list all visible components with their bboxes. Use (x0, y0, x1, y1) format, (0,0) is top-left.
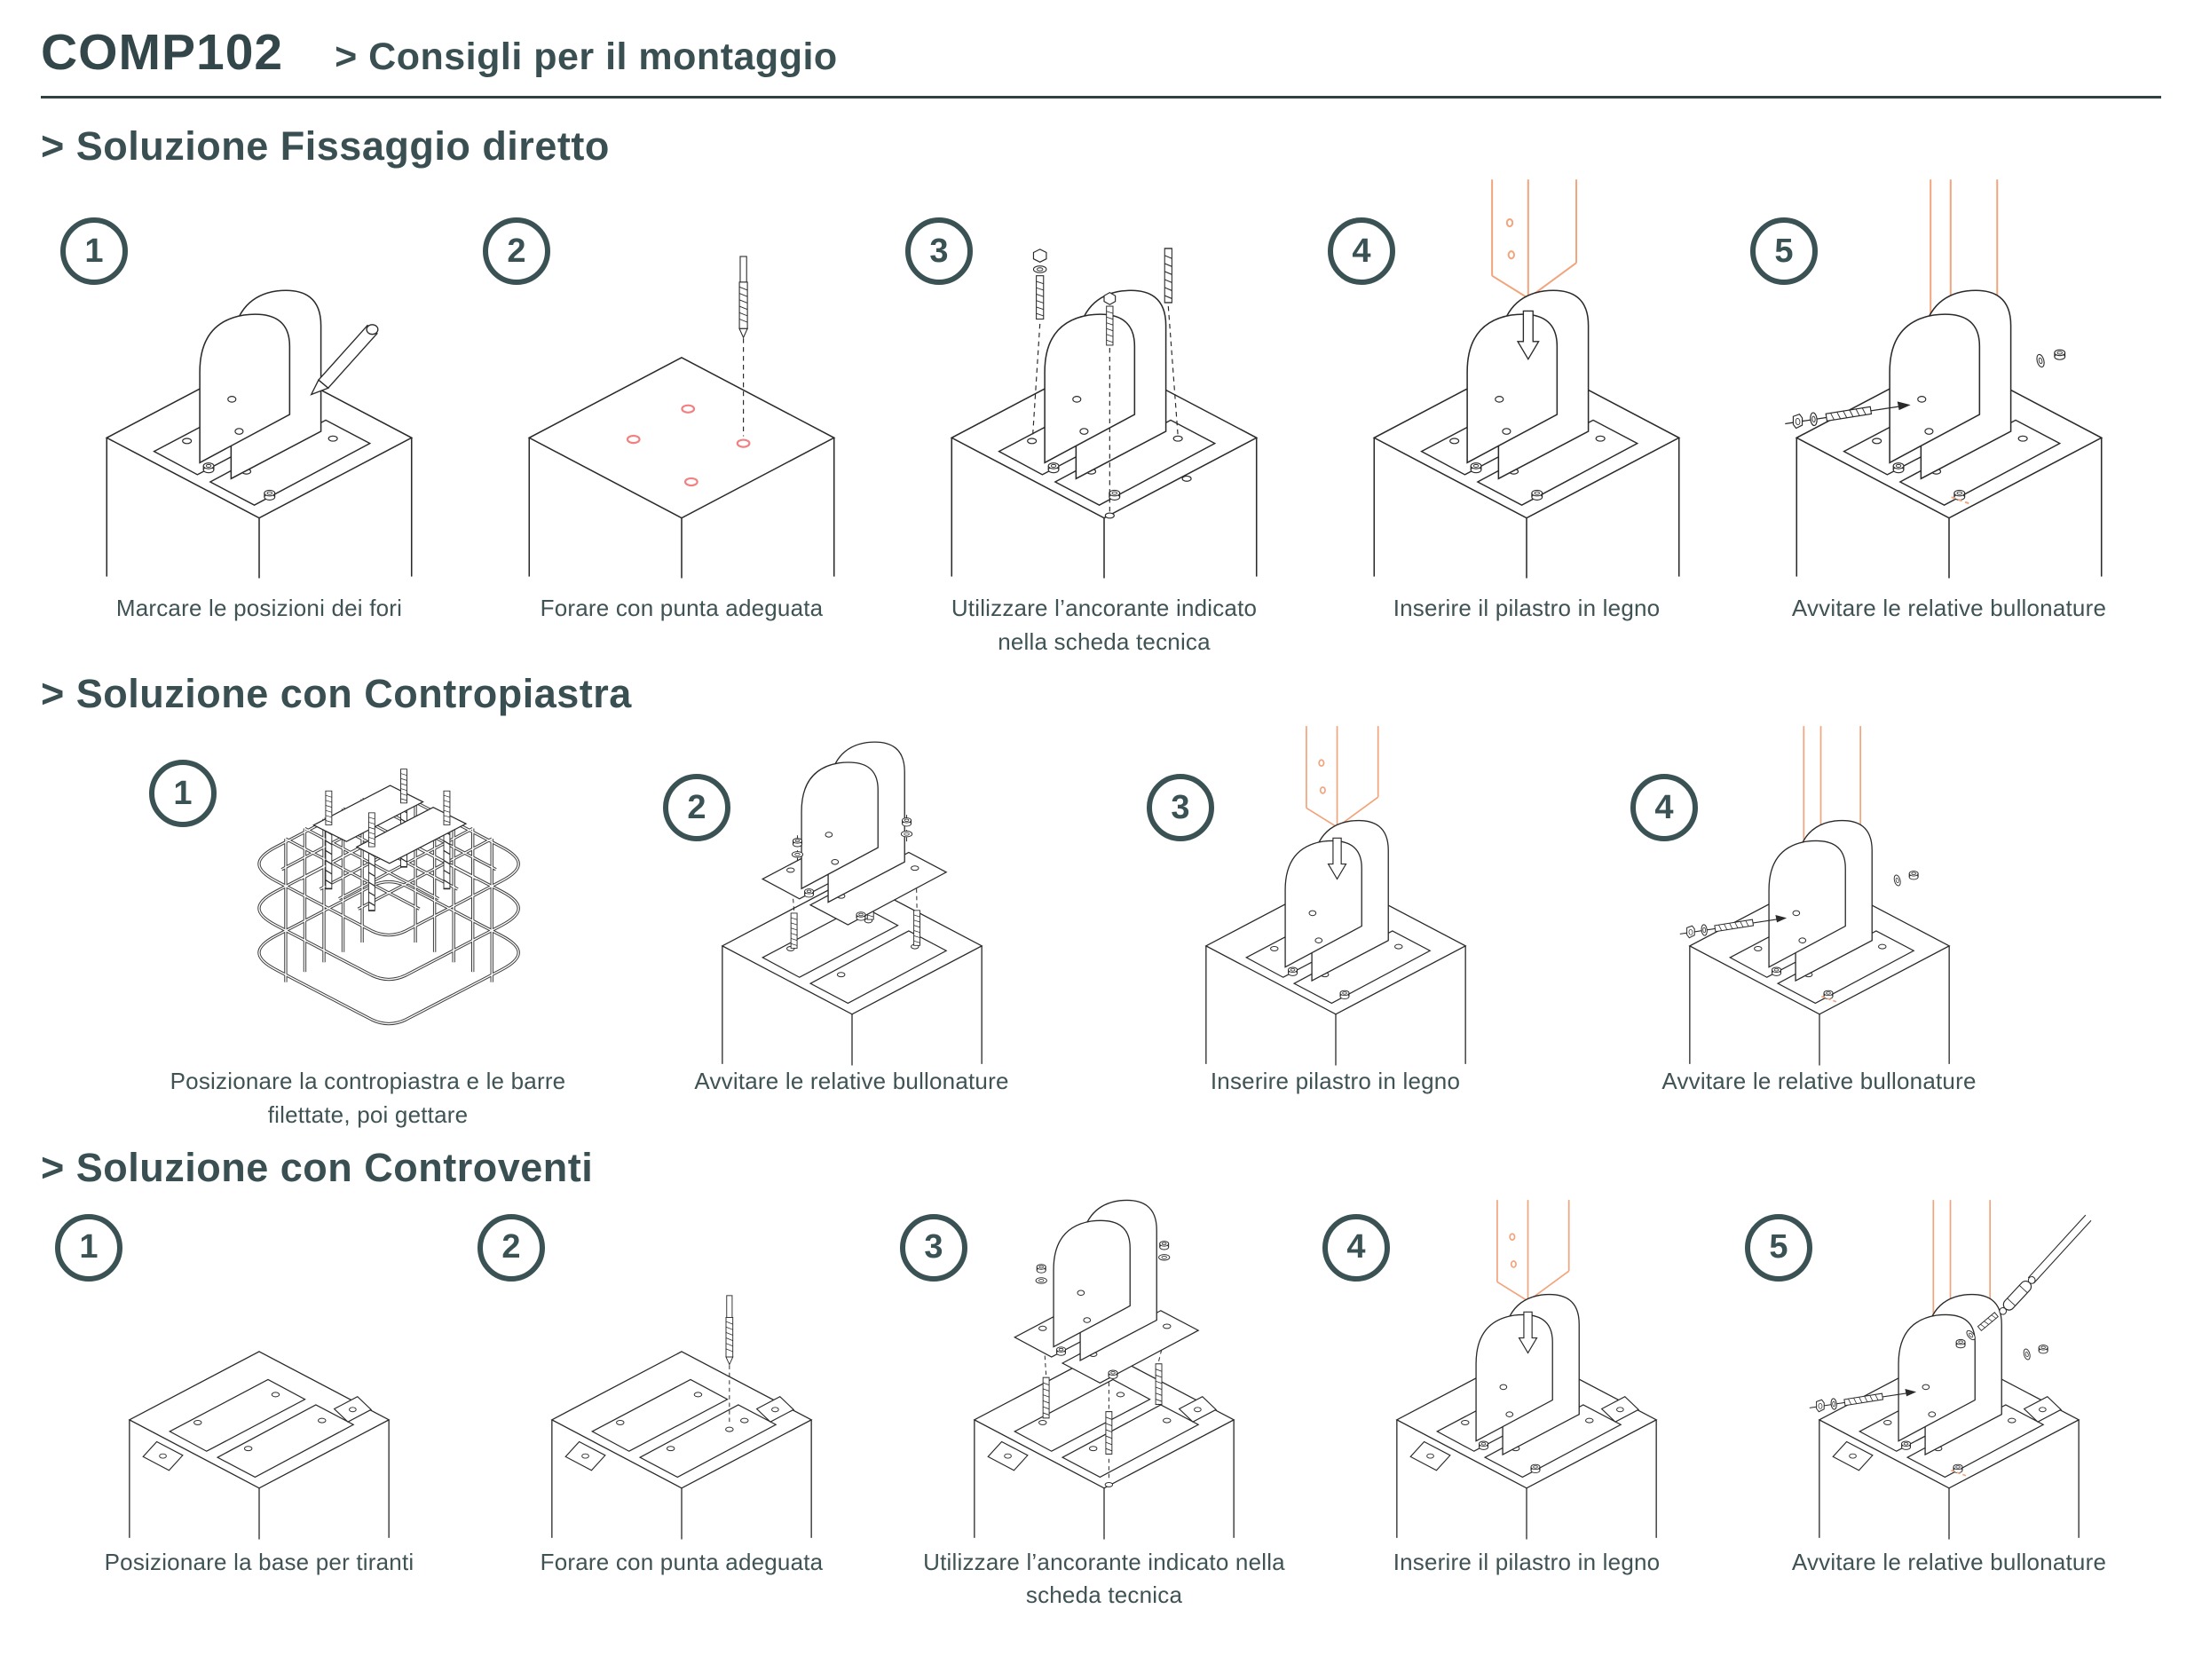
step-caption: Forare con punta adeguata (540, 595, 824, 621)
page-title: > Consigli per il montaggio (335, 35, 838, 78)
step-number-badge: 1 (60, 217, 128, 285)
step-1-1 (48, 173, 470, 626)
step-caption: Avvitare le relative bullonature (1791, 1548, 2107, 1575)
page-header (41, 23, 2161, 82)
step-2-2 (610, 721, 1093, 1099)
step-number-badge: 3 (900, 1214, 967, 1282)
step-3-3 (893, 1195, 1315, 1613)
step-3-4 (1315, 1195, 1738, 1580)
step-number-badge: 3 (905, 217, 973, 285)
step-caption: Posizionare la base per tiranti (104, 1548, 414, 1575)
header-divider (41, 96, 2161, 99)
step-1-3 (893, 173, 1315, 659)
step-2-1 (126, 721, 610, 1132)
product-code: COMP102 (41, 24, 284, 81)
step-number-badge: 2 (483, 217, 550, 285)
step-number-badge: 2 (477, 1214, 545, 1282)
step-number-badge: 1 (149, 760, 217, 827)
steps-row-2 (41, 721, 2161, 1132)
step-number-badge: 2 (663, 774, 730, 841)
step-number-badge: 3 (1147, 774, 1214, 841)
step-caption: Utilizzare l’ancorante indicato nella scheda tecnica (923, 1548, 1285, 1609)
section-title-fissaggio-diretto: > Soluzione Fissaggio diretto (41, 123, 610, 169)
step-number-badge: 4 (1328, 217, 1395, 285)
step-caption: Avvitare le relative bullonature (1791, 595, 2107, 621)
step-2-4 (1577, 721, 2061, 1099)
step-caption: Posizionare la contropiastra e le barre filettate, poi gettare (170, 1068, 566, 1129)
step-number-badge: 4 (1630, 774, 1698, 841)
step-caption: Inserire pilastro in legno (1210, 1068, 1461, 1095)
step-caption: Marcare le posizioni dei fori (115, 595, 403, 621)
step-1-4 (1315, 173, 1738, 626)
section-title-contropiastra: > Soluzione con Contropiastra (41, 671, 632, 717)
step-number-badge: 5 (1745, 1214, 1812, 1282)
illustration-rebar-cage (160, 721, 577, 1076)
step-caption: Inserire il pilastro in legno (1393, 1548, 1661, 1575)
step-2-3 (1093, 721, 1577, 1099)
steps-row-1 (41, 173, 2161, 659)
step-number-badge: 5 (1750, 217, 1818, 285)
step-1-5 (1738, 173, 2160, 626)
step-1-2 (470, 173, 893, 626)
step-caption: Avvitare le relative bullonature (1661, 1068, 1977, 1095)
step-caption: Avvitare le relative bullonature (694, 1068, 1009, 1095)
step-number-badge: 1 (55, 1214, 122, 1282)
step-caption: Utilizzare l’ancorante indicato nella scheda tecnica (951, 595, 1258, 655)
steps-row-3 (41, 1195, 2161, 1613)
step-caption: Inserire il pilastro in legno (1393, 595, 1661, 621)
step-3-2 (470, 1195, 893, 1580)
step-3-1 (48, 1195, 470, 1580)
step-caption: Forare con punta adeguata (540, 1548, 824, 1575)
section-title-controventi: > Soluzione con Controventi (41, 1144, 594, 1190)
step-3-5 (1738, 1195, 2160, 1580)
step-number-badge: 4 (1322, 1214, 1390, 1282)
